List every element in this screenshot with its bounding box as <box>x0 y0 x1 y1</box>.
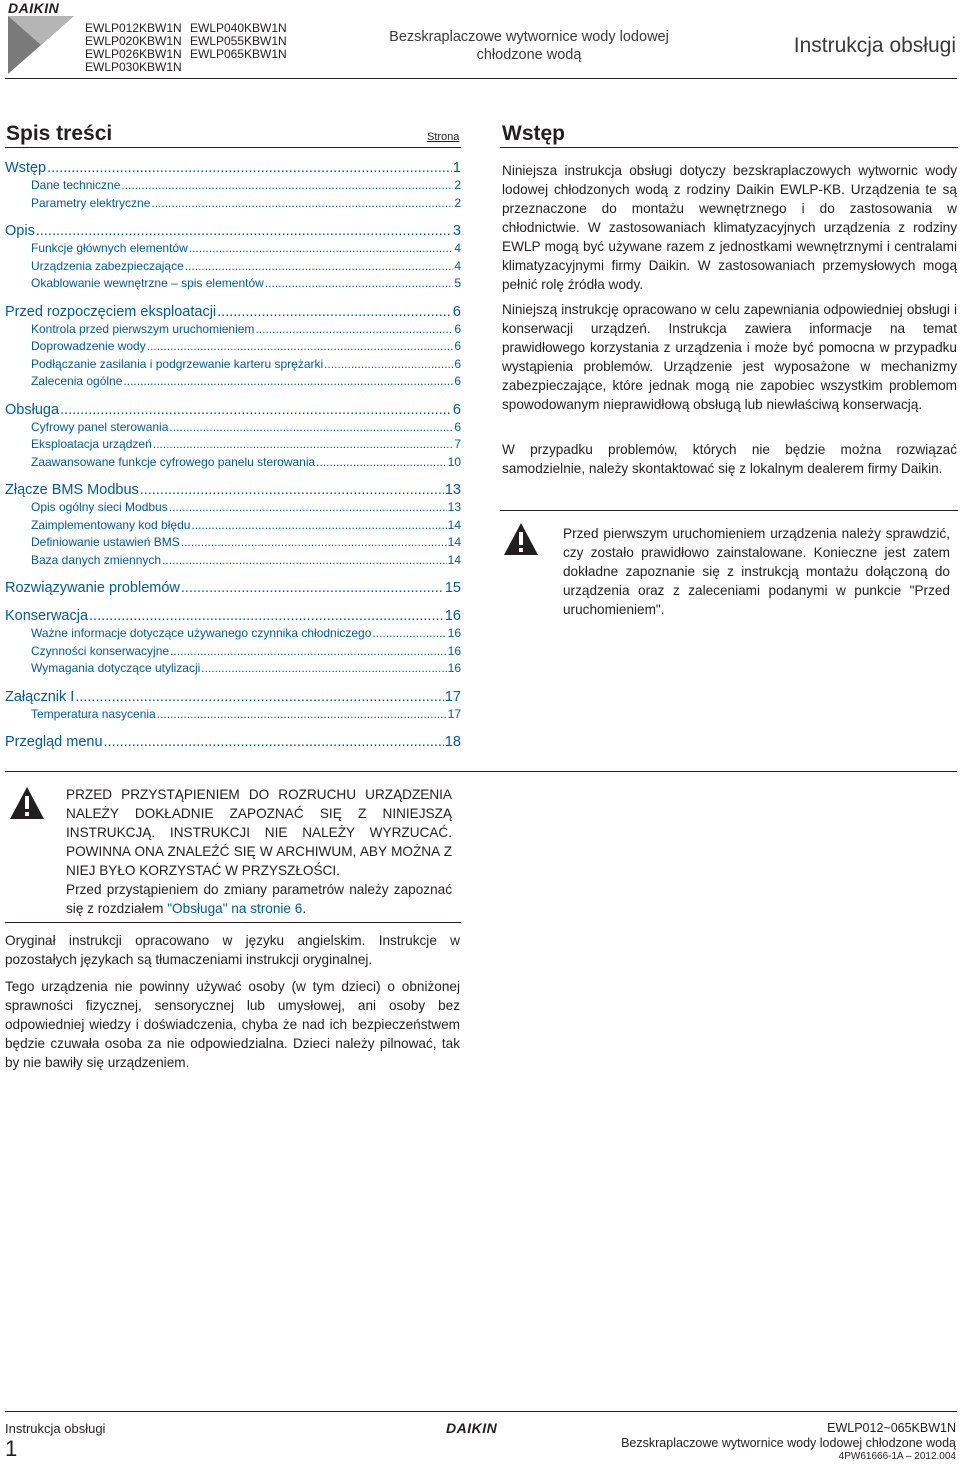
toc-leader-dots <box>265 276 454 290</box>
toc-gap <box>5 213 461 223</box>
toc-item-link[interactable] <box>5 437 461 455</box>
toc-leader-dots <box>255 322 453 336</box>
model-name: EWLP012KBW1N <box>85 21 182 35</box>
toc-item-label: Temperatura nasycenia <box>31 706 156 721</box>
toc-leader-dots <box>372 626 446 640</box>
header-description: Bezskraplaczowe wytwornice wody lodowej chłodzone wodą <box>389 29 669 63</box>
toc-leader-dots <box>324 357 453 371</box>
toc-section-label: Przed rozpoczęciem eksploatacji <box>5 303 217 320</box>
model-name: EWLP055KBW1N <box>190 34 287 48</box>
toc-gap <box>5 724 461 734</box>
main-warning-caps-text: PRZED PRZYSTĄPIENIEM DO ROZRUCHU URZĄDZENIA NALEŻY DOKŁADNIE ZAPOZNAĆ SIĘ Z NINIEJSZĄ INSTRUKCJĄ. INSTRUKCJI NIE NALEŻY WYRZUCAĆ. POWINNA ONA ZNALEŹĆ SIĘ W ARCHIWUM, ABY MOŻNA Z NIEJ BYŁO KORZYSTAĆ W PRZYSZŁOŚCI. <box>66 787 452 878</box>
toc-section-page: 13 <box>444 482 461 498</box>
notes-paragraph-1: Oryginał instrukcji opracowano w języku angielskim. Instrukcje w pozostałych językach są tłumaczeniami instrukcji oryginalnej. <box>5 933 460 967</box>
toc-leader-dots <box>147 339 454 353</box>
footer-brand: DAIKIN <box>446 1420 498 1436</box>
toc-item-label: Ważne informacje dotyczące używanego czynnika chłodniczego <box>31 626 372 640</box>
toc-item-page: 10 <box>447 454 461 469</box>
model-name: EWLP040KBW1N <box>190 21 287 35</box>
toc-leader-dots <box>201 661 446 675</box>
toc-leader-dots <box>169 420 453 434</box>
toc-item-label: Urządzenia zabezpieczające <box>31 258 184 273</box>
toc-leader-dots <box>47 160 452 176</box>
toc-item-page: 4 <box>454 241 461 255</box>
toc-item-link[interactable] <box>5 535 461 553</box>
model-name: EWLP030KBW1N <box>85 60 182 74</box>
notes-paragraph-2: Tego urządzenia nie powinny używać osoby (w tym dzieci) o obniżonej sprawności fizycznej, sensorycznej lub umysłowej, ani osoby bez odpowiedniej wiedzy i doświadczenia, chyba że nad ich bezpieczeństwem będzie czuwała osoba za nie odpowiedzialna. Dzieci należy pilnować, tak by nie bawiły się urządzeniem. <box>5 979 460 1070</box>
toc-item-link[interactable] <box>5 339 461 357</box>
main-warning-rule-bottom <box>5 922 461 923</box>
toc-section-link[interactable] <box>5 160 461 178</box>
header-rule <box>5 78 957 79</box>
main-warning <box>66 785 452 918</box>
model-list-col2 <box>190 22 287 61</box>
intro-warning-text: Przed pierwszym uruchomieniem urządzenia należy sprawdzić, czy zostało prawidłowo zainstalowane. Konieczne jest zatem dokładne zapoznanie się z instrukcją montażu dołączoną do urządzenia oraz z zaleceniami podanymi w punkcie "Przed uruchomieniem". <box>563 526 950 617</box>
toc-leader-dots <box>123 374 453 388</box>
intro-warning-rule-top <box>500 510 958 511</box>
toc-leader-dots <box>75 689 444 705</box>
toc-gap <box>5 598 461 608</box>
footer-right-model: EWLP012~065KBW1N <box>827 1421 956 1435</box>
toc-leader-dots <box>181 535 447 549</box>
toc-item-page: 2 <box>454 195 461 210</box>
intro-paragraph-2: Niniejszą instrukcję opracowano w celu zapewniania odpowiedniej obsługi i konserwacji urządzeń. Instrukcja zawiera informacje na temat prawidłowego korzystania z urządzenia i może być pomocna w przypadku wystąpienia problemów. Urządzenie jest wyposażone w mechanizmy zabezpieczające, które jednak mogą nie zapobiec wszystkim problemom spowodowanym nieprawidłową obsługą lub niewłaściwą konserwacją. <box>502 302 957 412</box>
toc-item-page: 6 <box>454 321 461 336</box>
toc-item-label: Zaawansowane funkcje cyfrowego panelu sterowania <box>31 454 316 469</box>
toc-item-label: Zalecenia ogólne <box>31 374 123 388</box>
toc-leader-dots <box>157 707 447 721</box>
toc-section-label: Rozwiązywanie problemów <box>5 580 180 596</box>
toc-item-label: Wymagania dotyczące utylizacji <box>31 661 201 675</box>
toc-section-label: Przegląd menu <box>5 734 103 750</box>
toc-item-page: 7 <box>454 437 461 451</box>
toc-section-link[interactable] <box>5 304 461 322</box>
toc-section-label: Złącze BMS Modbus <box>5 482 139 498</box>
toc-item-page: 16 <box>447 661 461 675</box>
daikin-logo-triangle-icon <box>8 16 74 74</box>
toc-section-link[interactable] <box>5 223 461 241</box>
toc-item-label: Czynności konserwacyjne <box>31 643 170 658</box>
toc-leader-dots <box>140 482 444 498</box>
warning-triangle-icon <box>503 522 539 556</box>
main-warning-normal-text: Przed przystąpieniem do zmiany parametrów należy zapoznać się z rozdziałem "Obsługa" na stronie 6. <box>66 882 452 916</box>
toc-item-link[interactable] <box>5 500 461 518</box>
toc-section-page: 1 <box>452 160 461 176</box>
toc-item-label: Dane techniczne <box>31 178 121 192</box>
toc-item-link[interactable] <box>5 420 461 438</box>
toc-leader-dots <box>36 223 452 239</box>
toc-section-page: 15 <box>444 580 461 596</box>
toc-item-link[interactable] <box>5 553 461 571</box>
toc-item-label: Okablowanie wewnętrzne – spis elementów <box>31 276 264 290</box>
toc-item-link[interactable] <box>5 661 461 679</box>
footer-right-code: 4PW61666-1A – 2012.004 <box>838 1451 956 1462</box>
toc-section-label: Załącznik I <box>5 688 75 705</box>
toc-item-label: Eksploatacja urządzeń <box>31 437 152 451</box>
daikin-logo-text: DAIKIN <box>8 0 60 16</box>
toc-gap <box>5 570 461 580</box>
toc-title-rule <box>5 147 461 148</box>
toc-item-link[interactable] <box>5 518 461 536</box>
toc-leader-dots <box>316 455 446 469</box>
toc-section-page: 3 <box>452 223 461 239</box>
toc-section-page: 16 <box>444 608 461 624</box>
toc-section-label: Obsługa <box>5 401 60 418</box>
intro-title: Wstęp <box>502 122 565 145</box>
warning-triangle-icon <box>9 786 45 820</box>
toc-section-link[interactable] <box>5 482 461 500</box>
toc-item-page: 2 <box>454 178 461 192</box>
toc-item-label: Opis ogólny sieci Modbus <box>31 500 168 514</box>
intro-paragraph-3: W przypadku problemów, których nie będzie można rozwiązać samodzielnie, należy skontaktować się z lokalnym dealerem firmy Daikin. <box>502 442 957 476</box>
toc-item-link[interactable] <box>5 241 461 259</box>
toc-page-label: Strona <box>427 131 460 143</box>
toc-item-label: Definiowanie ustawień BMS <box>31 535 180 549</box>
toc-item-label: Parametry elektryczne <box>31 195 151 210</box>
toc-section-link[interactable] <box>5 608 461 626</box>
toc-section-label: Opis <box>5 223 35 239</box>
toc-item-link[interactable] <box>5 707 461 725</box>
toc-item-page: 6 <box>454 419 461 434</box>
toc-item-label: Kontrola przed pierwszym uruchomieniem <box>31 321 255 336</box>
model-name: EWLP026KBW1N <box>85 47 182 61</box>
toc-item-page: 16 <box>447 643 461 658</box>
toc-item-link[interactable] <box>5 322 461 340</box>
toc-item-page: 14 <box>447 535 461 549</box>
toc-gap <box>5 294 461 304</box>
toc-item-page: 6 <box>454 374 461 388</box>
toc-section-link[interactable] <box>5 689 461 707</box>
toc-item-link[interactable] <box>5 357 461 375</box>
toc-leader-dots <box>162 553 447 567</box>
toc-item-label: Baza danych zmiennych <box>31 552 162 567</box>
toc-item-link[interactable] <box>5 276 461 294</box>
model-name: EWLP020KBW1N <box>85 34 182 48</box>
toc-item-page: 13 <box>447 500 461 514</box>
toc-section-label: Wstęp <box>5 160 47 176</box>
toc-leader-dots <box>217 304 452 320</box>
footer-left-label: Instrukcja obsługi <box>5 1421 106 1436</box>
model-name: EWLP065KBW1N <box>190 47 287 61</box>
toc-item-page: 16 <box>447 626 461 640</box>
toc-item-page: 5 <box>454 276 461 290</box>
toc-section-label: Konserwacja <box>5 608 89 624</box>
toc-section-page: 6 <box>452 303 461 320</box>
toc-item-link[interactable] <box>5 644 461 662</box>
toc-gap <box>5 679 461 689</box>
toc-gap <box>5 392 461 402</box>
footer-page-number: 1 <box>5 1436 18 1461</box>
header-doc-title: Instrukcja obsługi <box>793 34 956 57</box>
toc-item-link[interactable] <box>5 455 461 473</box>
toc-leader-dots <box>151 196 453 210</box>
intro-title-rule <box>500 147 958 148</box>
footer-rule <box>5 1411 957 1412</box>
toc-leader-dots <box>169 500 447 514</box>
toc-item-page: 17 <box>447 706 461 721</box>
toc-leader-dots <box>153 437 454 451</box>
intro-paragraph-1: Niniejsza instrukcja obsługi dotyczy bezskraplaczowych wytwornic wody lodowej chłodzonych wodą z rodziny Daikin EWLP-KB. Urządzenia te są przeznaczone do montażu wewnętrznego i do zastosowania w chłodnictwie. W zastosowaniach klimatyzacyjnych urządzenia z rodziny EWLP mogą być używane razem z jednostkami wewnętrznymi i centralami klimatyzacyjnymi firmy Daikin. W zastosowaniach przemysłowych mogą pełnić rolę źródła wody. <box>502 163 957 292</box>
toc-leader-dots <box>191 518 446 532</box>
toc-item-label: Zaimplementowany kod błędu <box>31 517 191 532</box>
toc-item-label: Cyfrowy panel sterowania <box>31 419 169 434</box>
toc-item-label: Doprowadzenie wody <box>31 339 146 353</box>
toc-item-link[interactable] <box>5 259 461 277</box>
footer-right-desc: Bezskraplaczowe wytwornice wody lodowej chłodzone wodą <box>621 1436 956 1450</box>
main-warning-rule-top <box>5 771 957 772</box>
toc-section-page: 18 <box>444 734 461 750</box>
toc-item-page: 14 <box>447 517 461 532</box>
toc-item-page: 14 <box>447 552 461 567</box>
toc-section-link[interactable] <box>5 402 461 420</box>
toc-item-link[interactable] <box>5 374 461 392</box>
toc-gap <box>5 472 461 482</box>
toc-list <box>5 160 461 752</box>
toc-leader-dots <box>104 734 444 750</box>
toc-section-page: 17 <box>444 688 461 705</box>
toc-item-label: Funkcje głównych elementów <box>31 241 188 255</box>
daikin-logo <box>8 2 78 72</box>
toc-leader-dots <box>185 259 454 273</box>
toc-leader-dots <box>170 644 447 658</box>
toc-leader-dots <box>60 402 452 418</box>
toc-section-link[interactable] <box>5 580 461 598</box>
toc-item-page: 6 <box>454 339 461 353</box>
toc-item-link[interactable] <box>5 626 461 644</box>
model-list-col1 <box>85 22 182 74</box>
toc-title: Spis treści <box>6 122 113 145</box>
toc-item-page: 4 <box>454 258 461 273</box>
toc-item-page: 6 <box>454 356 461 371</box>
toc-leader-dots <box>89 608 444 624</box>
toc-leader-dots <box>189 241 454 255</box>
toc-leader-dots <box>121 178 453 192</box>
toc-item-label: Podłączanie zasilania i podgrzewanie karteru sprężarki <box>31 356 324 371</box>
toc-section-page: 6 <box>452 401 461 418</box>
toc-section-link[interactable] <box>5 734 461 752</box>
toc-item-link[interactable] <box>5 178 461 196</box>
obsluga-link[interactable]: "Obsługa" na stronie 6 <box>167 901 303 916</box>
toc-leader-dots <box>181 580 444 596</box>
toc-item-link[interactable] <box>5 196 461 214</box>
